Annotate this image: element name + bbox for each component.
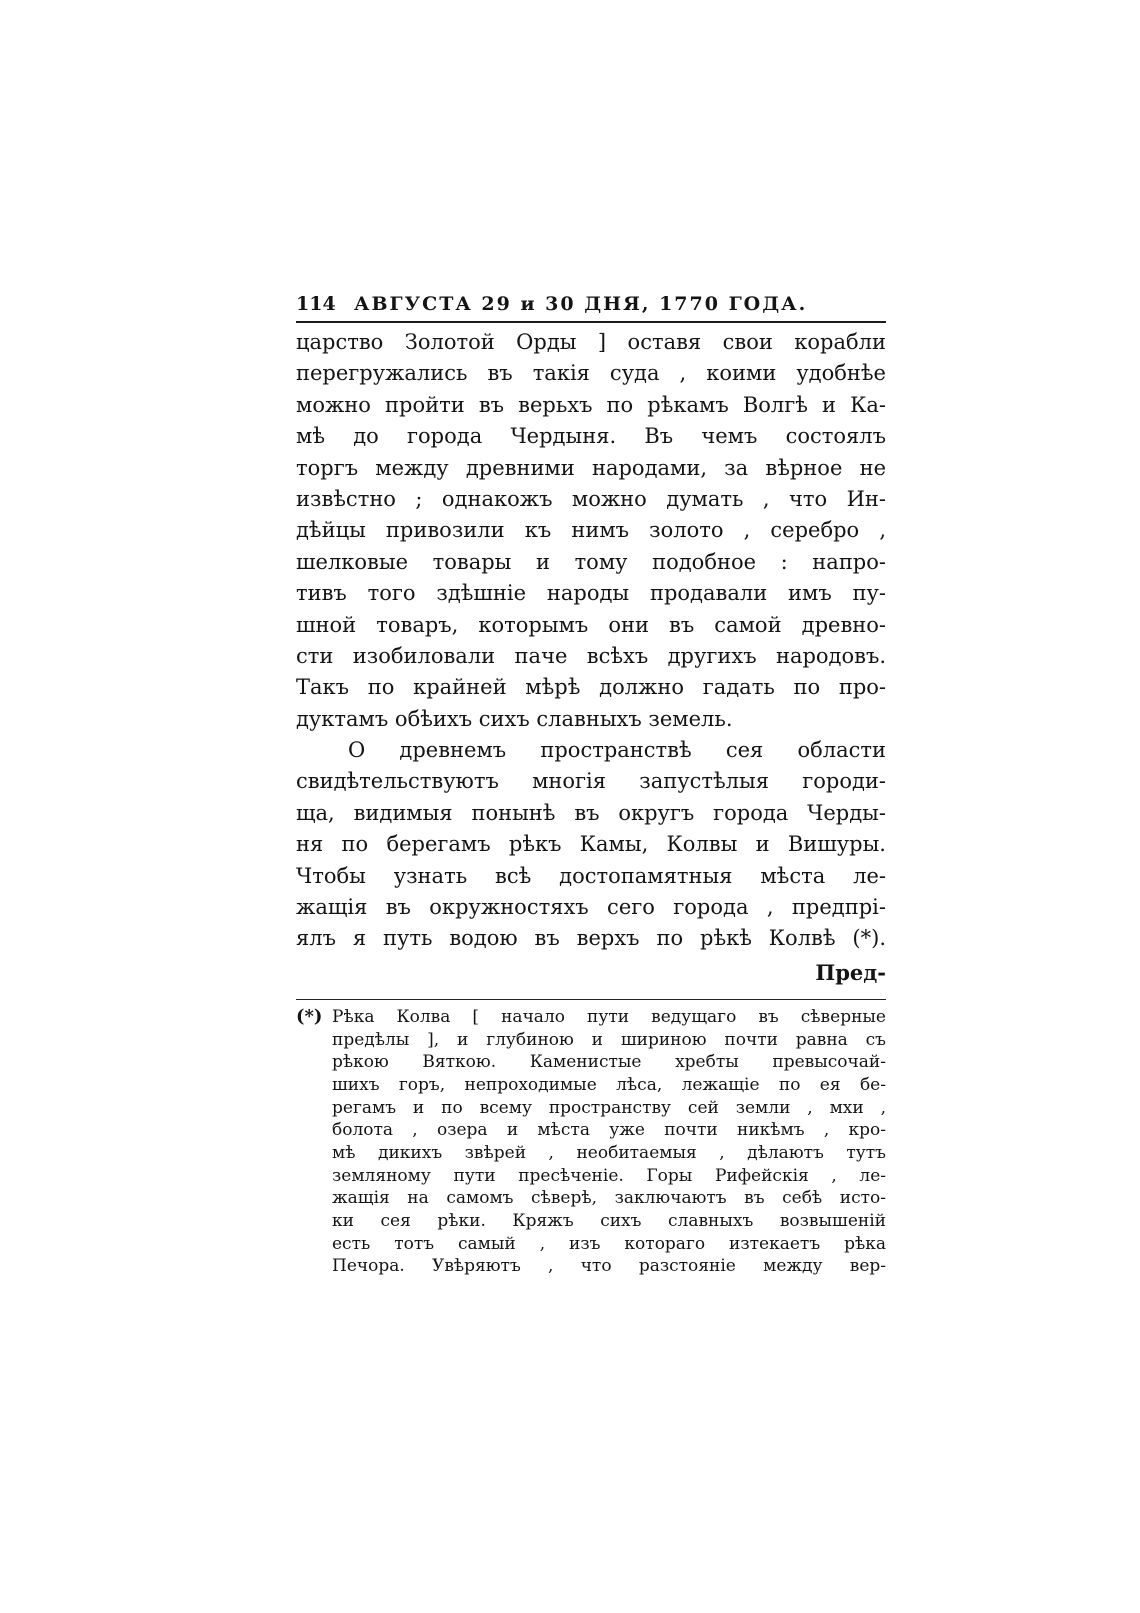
text-line: ща, видимыя понынѣ въ округъ города Черды-	[296, 800, 886, 825]
text-line: Такъ по крайней мѣрѣ должно гадать по про-	[296, 675, 886, 700]
footnote-line: есть тотъ самый , изъ котораго изтекаетъ рѣка	[332, 1233, 886, 1254]
page-content	[296, 291, 886, 1278]
footnote-line: рѣкою Вяткою. Каменистые хребты превысочай-	[332, 1052, 886, 1073]
text-line: мѣ до города Чердыня. Въ чемъ состоялъ	[296, 424, 886, 449]
footnote-marker: (*)	[296, 1005, 323, 1027]
main-text	[296, 327, 886, 955]
footnote-line: болота , озера и мѣста уже почти никѣмъ , кро-	[332, 1120, 886, 1141]
footnote-line: предѣлы ], и глубиною и шириною почти равна съ	[332, 1029, 886, 1050]
page-number: 114	[296, 293, 336, 315]
header-rule	[296, 321, 886, 323]
footnote-line: шихъ горъ, непроходимые лѣса, лежащіе по ея бе-	[332, 1074, 886, 1095]
text-line: можно пройти въ верьхъ по рѣкамъ Волгѣ и Ка-	[296, 392, 886, 417]
footnote-line: Печора. Увѣряютъ , что разстояніе между вер-	[332, 1256, 886, 1277]
footnote-line: Рѣка Колва [ начало пути ведущаго въ сѣверные	[332, 1006, 886, 1027]
text-line: шной товаръ, которымъ они въ самой древно-	[296, 612, 886, 637]
running-title: АВГУСТА 29 и 30 ДНЯ, 1770 ГОДА.	[354, 293, 808, 315]
footnote-line: мѣ дикихъ звѣрей , необитаемыя , дѣлаютъ тутъ	[332, 1142, 886, 1163]
footnote	[296, 1006, 886, 1278]
text-line: Чтобы узнать всѣ достопамятныя мѣста ле-	[296, 863, 886, 888]
running-head	[296, 291, 886, 317]
text-line: шелковые товары и тому подобное : напро-	[296, 549, 886, 574]
text-line: ня по берегамъ рѣкъ Камы, Колвы и Вишуры.	[296, 832, 886, 857]
text-line: извѣстно ; однакожъ можно думать , что Ин-	[296, 486, 886, 511]
text-line: сти изобиловали паче всѣхъ другихъ народовъ.	[296, 643, 886, 668]
text-line: дѣйцы привозили къ нимъ золото , серебро ,	[296, 518, 886, 543]
text-line: ялъ я путь водою въ верхъ по рѣкѣ Колвѣ (*).	[296, 926, 886, 951]
text-line: свидѣтельствуютъ многія запустѣлыя городи-	[296, 769, 886, 794]
text-line: перегружались въ такія суда , коими удобнѣе	[296, 361, 886, 386]
text-line: царство Золотой Орды ] оставя свои корабли	[296, 330, 886, 354]
text-line: дуктамъ обѣихъ сихъ славныхъ земель.	[296, 706, 733, 731]
catchword: Пред-	[815, 959, 886, 985]
footnote-rule	[296, 999, 886, 1000]
text-line: тивъ того здѣшніе народы продавали имъ пу-	[296, 581, 886, 606]
text-line: жащія въ окружностяхъ сего города , предпрі-	[296, 895, 886, 920]
footnote-line: ки сея рѣки. Кряжъ сихъ славныхъ возвышеній	[332, 1211, 886, 1231]
footnote-line: регамъ и по всему пространству сей земли , мхи ,	[332, 1097, 886, 1118]
paragraph-first-line: О древнемъ пространствѣ сея области	[348, 738, 886, 763]
text-line: торгъ между древними народами, за вѣрное не	[296, 455, 886, 480]
footnote-line: земляному пути пресѣченіе. Горы Рифейскія , ле-	[332, 1165, 886, 1186]
footnote-line: жащія на самомъ сѣверѣ, заключаютъ въ себѣ исто-	[332, 1188, 886, 1209]
